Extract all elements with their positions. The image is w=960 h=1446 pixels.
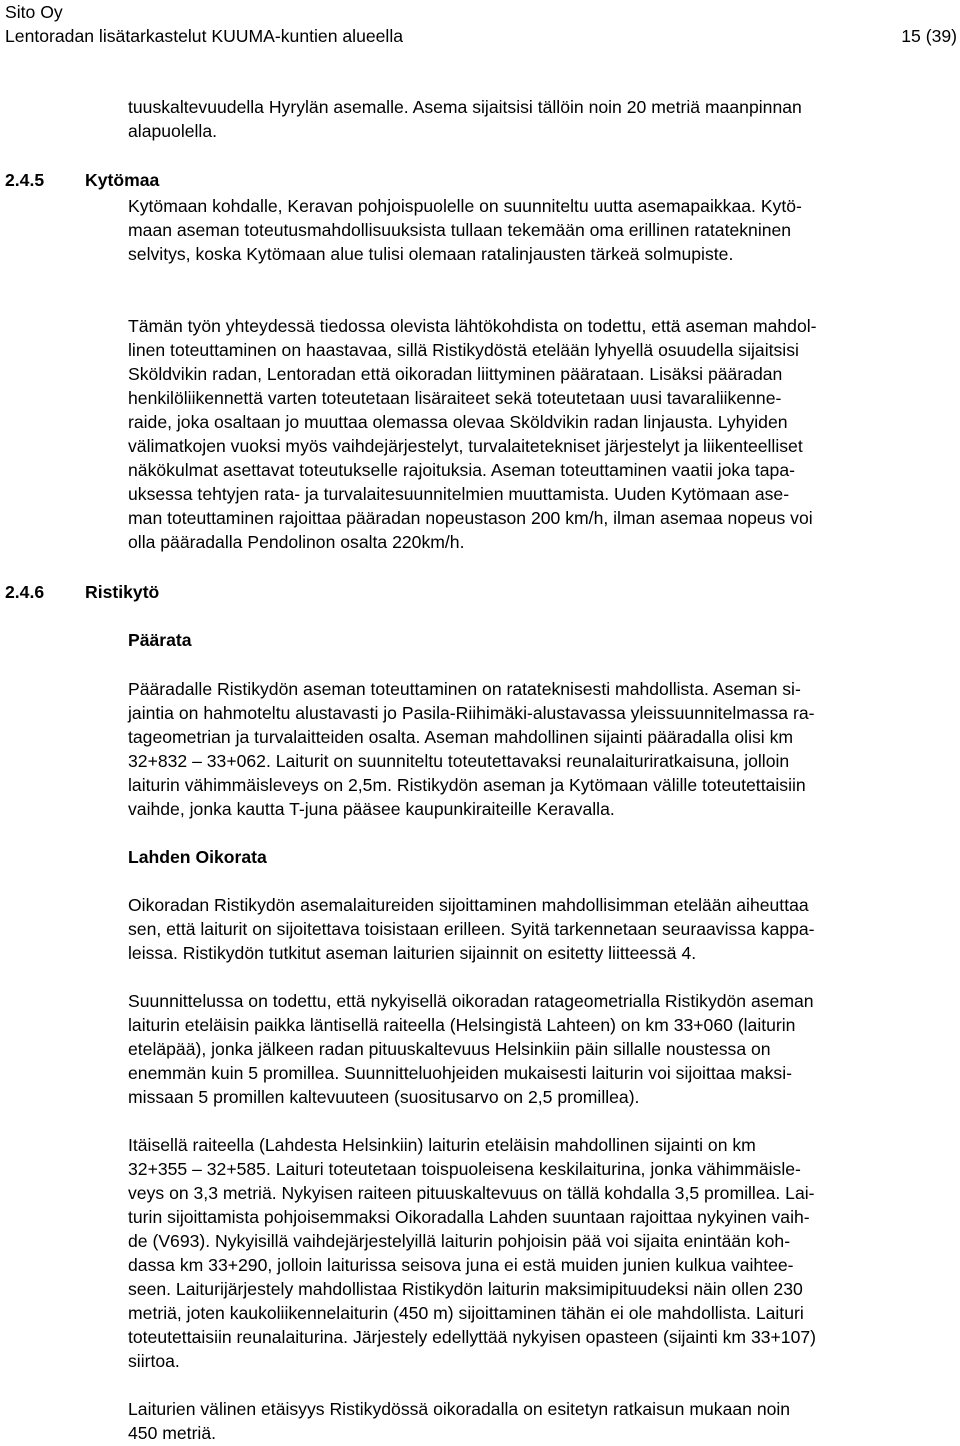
- paarata-paragraph: [128, 677, 956, 821]
- text-line: uksessa tehtyjen rata- ja turvalaitesuunnitelmien muuttamista. Uuden Kytömaan ase-: [128, 484, 790, 504]
- text-line: henkilöliikennettä varten toteutetaan lisäraiteet sekä toteutetaan uusi tavaraliikenne-: [128, 388, 782, 408]
- page-header: [5, 0, 957, 48]
- text-line: laiturin eteläisin paikka läntisellä raiteella (Helsingistä Lahteen) on km 33+060 (laiturin: [128, 1015, 796, 1035]
- subheading-paarata: Päärata: [128, 630, 192, 650]
- text-line: Suunnittelussa on todettu, että nykyisellä oikoradan ratageometrialla Ristikydön aseman: [128, 991, 814, 1011]
- header-title-row: [5, 24, 957, 48]
- text-line: tageometrian ja turvalaitteiden osalta. Aseman mahdollinen sijainti pääradalla olisi km: [128, 727, 794, 747]
- text-line: raide, joka osaltaan jo muuttaa olemassa olevaa Sköldvikin radan linjausta. Lyhyiden: [128, 412, 788, 432]
- text-line: 32+832 – 33+062. Laiturit on suunniteltu toteutettavaksi reunalaituriratkaisuna, jolloin: [128, 751, 790, 771]
- text-line: Pääradalle Ristikydön aseman toteuttaminen on ratateknisesti mahdollista. Aseman si-: [128, 679, 801, 699]
- text-line: siirtoa.: [128, 1351, 180, 1371]
- text-line: Tämän työn yhteydessä tiedossa olevista lähtökohdista on todettu, että aseman mahdol-: [128, 316, 817, 336]
- oikorata-paragraph-4: [128, 1397, 956, 1445]
- text-line: veys on 3,3 metriä. Nykyisen raiteen pituuskaltevuus on tällä kohdalla 3,5 promillea. Lai-: [128, 1183, 815, 1203]
- text-line: olla pääradalla Pendolinon osalta 220km/h.: [128, 532, 465, 552]
- text-line: seen. Laiturijärjestely mahdollistaa Ristikydön laiturin maksimipituudeksi näin ollen 230: [128, 1279, 803, 1299]
- text-line: eteläpää), jonka jälkeen radan pituuskaltevuus Helsinkiin päin sillalle noustessa on: [128, 1039, 771, 1059]
- text-line: metriä, joten kaukoliikennelaiturin (450 m) sijoittaminen tähän ei ole mahdollista. Laituri: [128, 1303, 804, 1323]
- section-heading-ristikyto: [5, 582, 159, 603]
- section-heading-kytomaa: [5, 170, 159, 191]
- text-line: Itäisellä raiteella (Lahdesta Helsinkiin) laiturin eteläisin mahdollinen sijainti on km: [128, 1135, 756, 1155]
- text-line: linen toteuttaminen on haastavaa, sillä Ristikydöstä etelään lyhyellä osuudella sijaitsisi: [128, 340, 799, 360]
- kytomaa-paragraph-1: [128, 194, 956, 266]
- text-line: Sköldvikin radan, Lentoradan että oikoradan liittyminen päärataan. Lisäksi pääradan: [128, 364, 783, 384]
- text-line: toteutettaisiin reunalaiturina. Järjestely edellyttää nykyisen opasteen (sijainti km 33+107): [128, 1327, 817, 1347]
- text-line: tuuskaltevuudella Hyrylän asemalle. Asema sijaitsisi tällöin noin 20 metriä maanpinnan: [128, 97, 802, 117]
- text-line: Laiturien välinen etäisyys Ristikydössä oikoradalla on esitetyn ratkaisun mukaan noin: [128, 1399, 791, 1419]
- section-title: Kytömaa: [85, 170, 160, 190]
- kytomaa-paragraph-2: [128, 314, 956, 554]
- oikorata-paragraph-2: [128, 989, 956, 1109]
- section-title: Ristikytö: [85, 582, 160, 602]
- section-number: 2.4.5: [5, 170, 45, 190]
- text-line: missaan 5 promillen kaltevuuteen (suositusarvo on 2,5 promillea).: [128, 1087, 640, 1107]
- text-line: selvitys, koska Kytömaan alue tulisi olemaan ratalinjausten tärkeä solmupiste.: [128, 244, 734, 264]
- text-line: 32+355 – 32+585. Laituri toteutetaan toispuoleisena keskilaiturina, jonka vähimmäisle-: [128, 1159, 801, 1179]
- text-line: jaintia on hahmoteltu alustavasti jo Pasila-Riihimäki-alustavassa yleissuunnitelmassa ra-: [128, 703, 815, 723]
- text-line: välimatkojen vuoksi myös vaihdejärjestelyt, turvalaitetekniset järjestelyt ja liikenteelliset: [128, 436, 803, 456]
- page-number: 15 (39): [901, 26, 957, 46]
- text-line: dassa km 33+290, jolloin laiturissa seisova juna ei estä muiden junien kulkua vaihteе-: [128, 1255, 794, 1275]
- text-line: laiturin vähimmäisleveys on 2,5m. Ristikydön aseman ja Kytömaan välille toteutettaisiin: [128, 775, 806, 795]
- subheading-lahden-oikorata: Lahden Oikorata: [128, 847, 267, 867]
- text-line: sen, että laiturit on sijoitettava toisistaan erilleen. Syitä tarkennetaan seuraavissa kappa-: [128, 919, 815, 939]
- company-name: Sito Oy: [5, 2, 63, 22]
- oikorata-paragraph-1: [128, 893, 956, 965]
- text-line: 450 metriä.: [128, 1423, 217, 1443]
- text-line: Kytömaan kohdalle, Keravan pohjoispuolelle on suunniteltu uutta asemapaikkaa. Kytö-: [128, 196, 802, 216]
- section-number: 2.4.6: [5, 582, 45, 602]
- text-line: enemmän kuin 5 promillea. Suunnitteluohjeiden mukaisesti laiturin voi sijoittaa maksi-: [128, 1063, 793, 1083]
- intro-paragraph: [128, 95, 956, 143]
- text-line: maan aseman toteutusmahdollisuuksista tullaan tekemään oma erillinen ratatekninen: [128, 220, 792, 240]
- text-line: turin sijoittamista pohjoisemmaksi Oikoradalla Lahden suuntaan rajoittaa nykyinen vaih-: [128, 1207, 810, 1227]
- text-line: leissa. Ristikydön tutkitut aseman laiturien sijainnit on esitetty liitteessä 4.: [128, 943, 697, 963]
- oikorata-paragraph-3: [128, 1133, 956, 1373]
- text-line: man toteuttaminen rajoittaa pääradan nopeustason 200 km/h, ilman asemaa nopeus voi: [128, 508, 813, 528]
- text-line: näkökulmat asettavat toteutukselle rajoituksia. Aseman toteuttaminen vaatii joka tapa-: [128, 460, 795, 480]
- text-line: alapuolella.: [128, 121, 218, 141]
- text-line: Oikoradan Ristikydön asemalaitureiden sijoittaminen mahdollisimman etelään aiheuttaa: [128, 895, 809, 915]
- text-line: vaihde, jonka kautta T-juna pääsee kaupunkiraiteille Keravalla.: [128, 799, 615, 819]
- document-title: Lentoradan lisätarkastelut KUUMA-kuntien alueella: [5, 26, 404, 46]
- text-line: de (V693). Nykyisillä vaihdejärjestelyillä laiturin pohjoisin pää voi sijaita enintään koh-: [128, 1231, 791, 1251]
